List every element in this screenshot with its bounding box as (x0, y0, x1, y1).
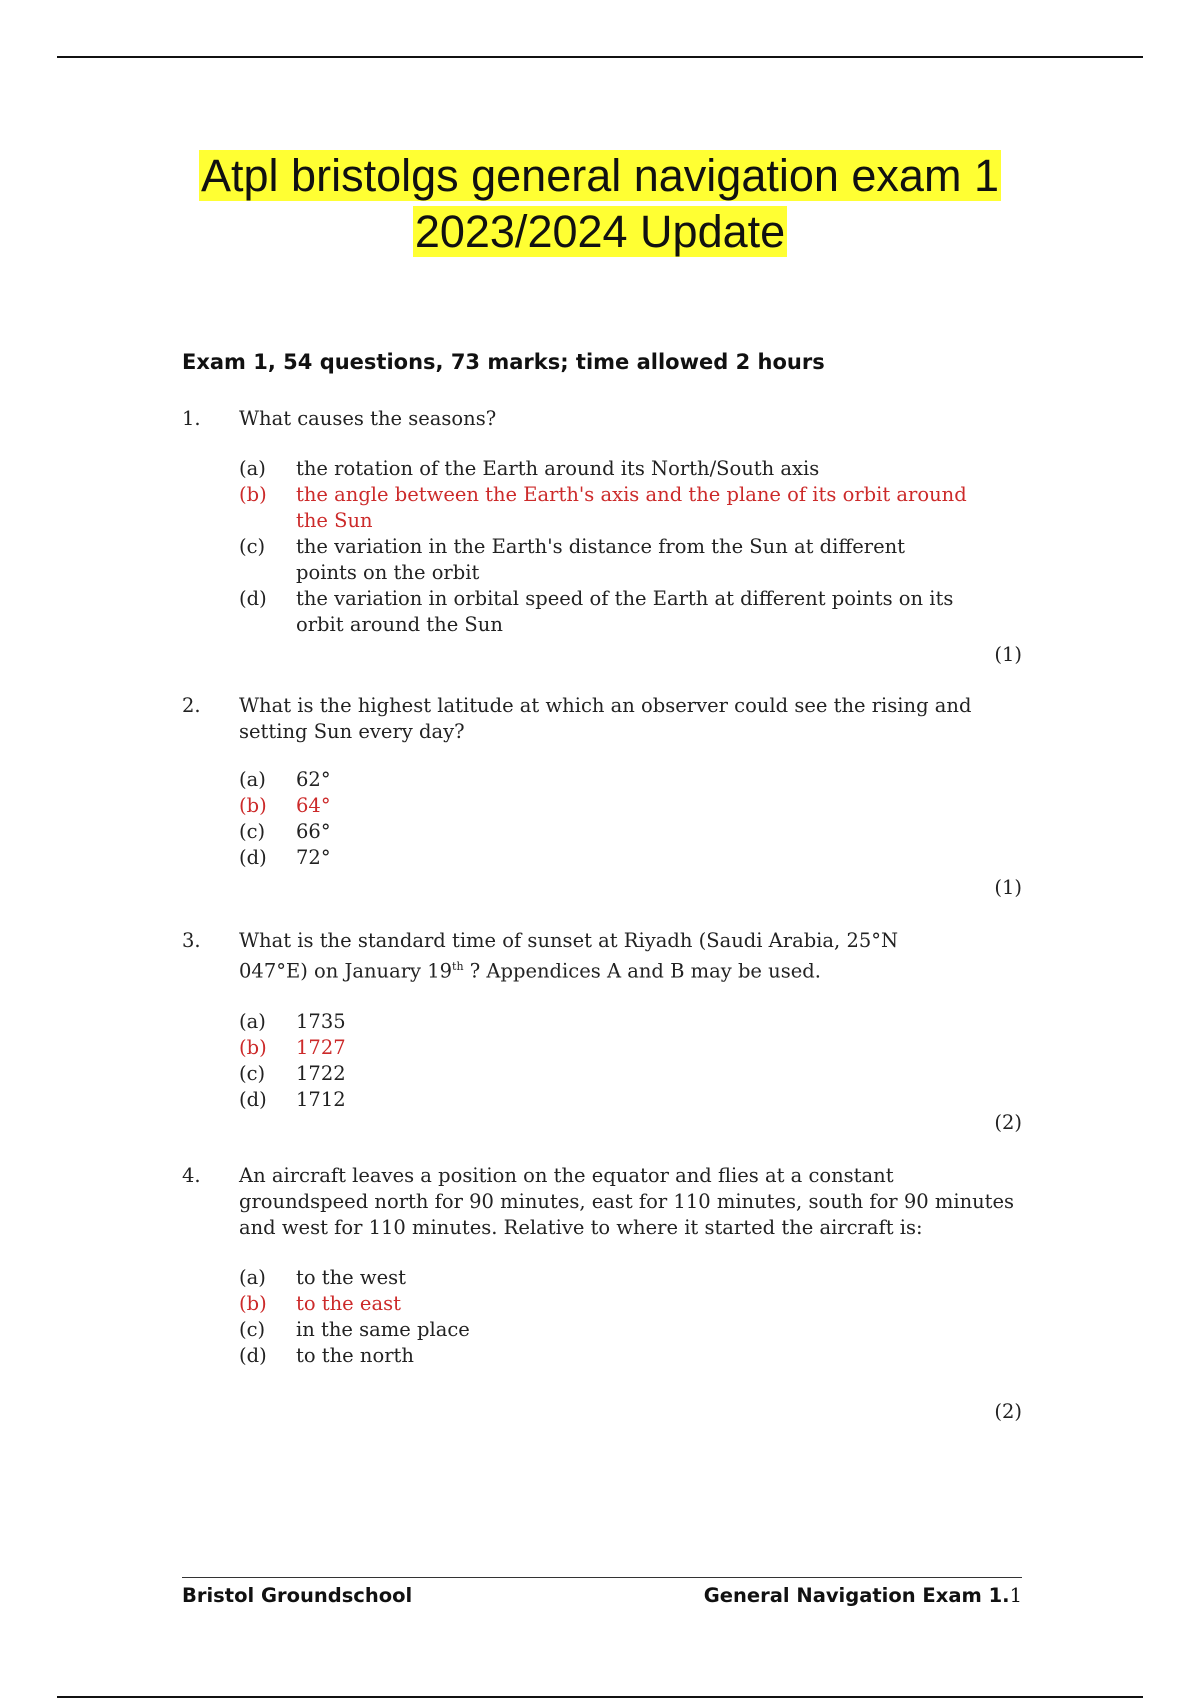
question-stem: What causes the seasons? (239, 407, 497, 430)
options-list (239, 456, 969, 638)
option-c: (c) 66° (239, 820, 331, 843)
marks: (2) (994, 1111, 1022, 1134)
marks: (2) (994, 1400, 1022, 1423)
option-a: (a) the rotation of the Earth around its North/South axis (239, 457, 820, 480)
option-b-correct: (b) 64° (239, 794, 331, 817)
question-stem: What is the standard time of sunset at Riyadh (Saudi Arabia, 25°N 047°E) on January 19th ? Appendices A and B may be used. (239, 929, 899, 983)
bottom-rule (57, 1696, 1143, 1698)
question-number: 4. (182, 1164, 201, 1187)
marks: (1) (994, 876, 1022, 899)
title-line-2: 2023/2024 Update (414, 206, 786, 257)
question-2 (182, 693, 1022, 913)
option-a: (a) 62° (239, 768, 331, 791)
exam-header: Exam 1, 54 questions, 73 marks; time allowed 2 hours (182, 350, 825, 374)
option-c: (c) 1722 (239, 1061, 346, 1085)
top-rule (57, 56, 1143, 58)
question-4 (182, 1163, 1022, 1423)
option-a: (a) to the west (239, 1266, 406, 1289)
option-c: (c) in the same place (239, 1318, 470, 1341)
footer-right: General Navigation Exam 1.1 (703, 1584, 1022, 1607)
footer-left: Bristol Groundschool (182, 1584, 413, 1607)
question-3 (182, 928, 1022, 1148)
option-c: (c) the variation in the Earth's distance from the Sun at different points on the orbit (239, 535, 906, 584)
page-number: 1 (1009, 1584, 1022, 1607)
question-stem: What is the highest latitude at which an observer could see the rising and setting Sun every day? (239, 694, 972, 743)
option-d: (d) to the north (239, 1344, 414, 1367)
option-b-correct: (b) to the east (239, 1292, 401, 1315)
option-a: (a) 1735 (239, 1009, 346, 1033)
question-number: 3. (182, 929, 201, 952)
option-d: (d) 72° (239, 846, 331, 869)
question-1 (182, 406, 1022, 666)
page-footer (182, 1577, 1022, 1607)
options-list (239, 1265, 1022, 1369)
options-list (239, 1009, 1022, 1113)
option-b-correct: (b) 1727 (239, 1035, 346, 1059)
question-stem: An aircraft leaves a position on the equator and flies at a constant groundspeed north for 90 minutes, east for 110 minutes, south for 90 minutes and west for 110 minutes. Relative to where it started the aircraft is: (239, 1164, 1015, 1239)
option-d: (d) the variation in orbital speed of the Earth at different points on its orbit around the Sun (239, 587, 954, 636)
marks: (1) (994, 643, 1022, 666)
question-number: 1. (182, 407, 201, 430)
options-list (239, 767, 1022, 871)
document-title (0, 148, 1200, 260)
title-line-1: Atpl bristolgs general navigation exam 1 (201, 150, 999, 201)
option-b-correct: (b) the angle between the Earth's axis and the plane of its orbit around the Sun (239, 483, 967, 532)
option-d: (d) 1712 (239, 1087, 346, 1111)
question-number: 2. (182, 694, 201, 717)
